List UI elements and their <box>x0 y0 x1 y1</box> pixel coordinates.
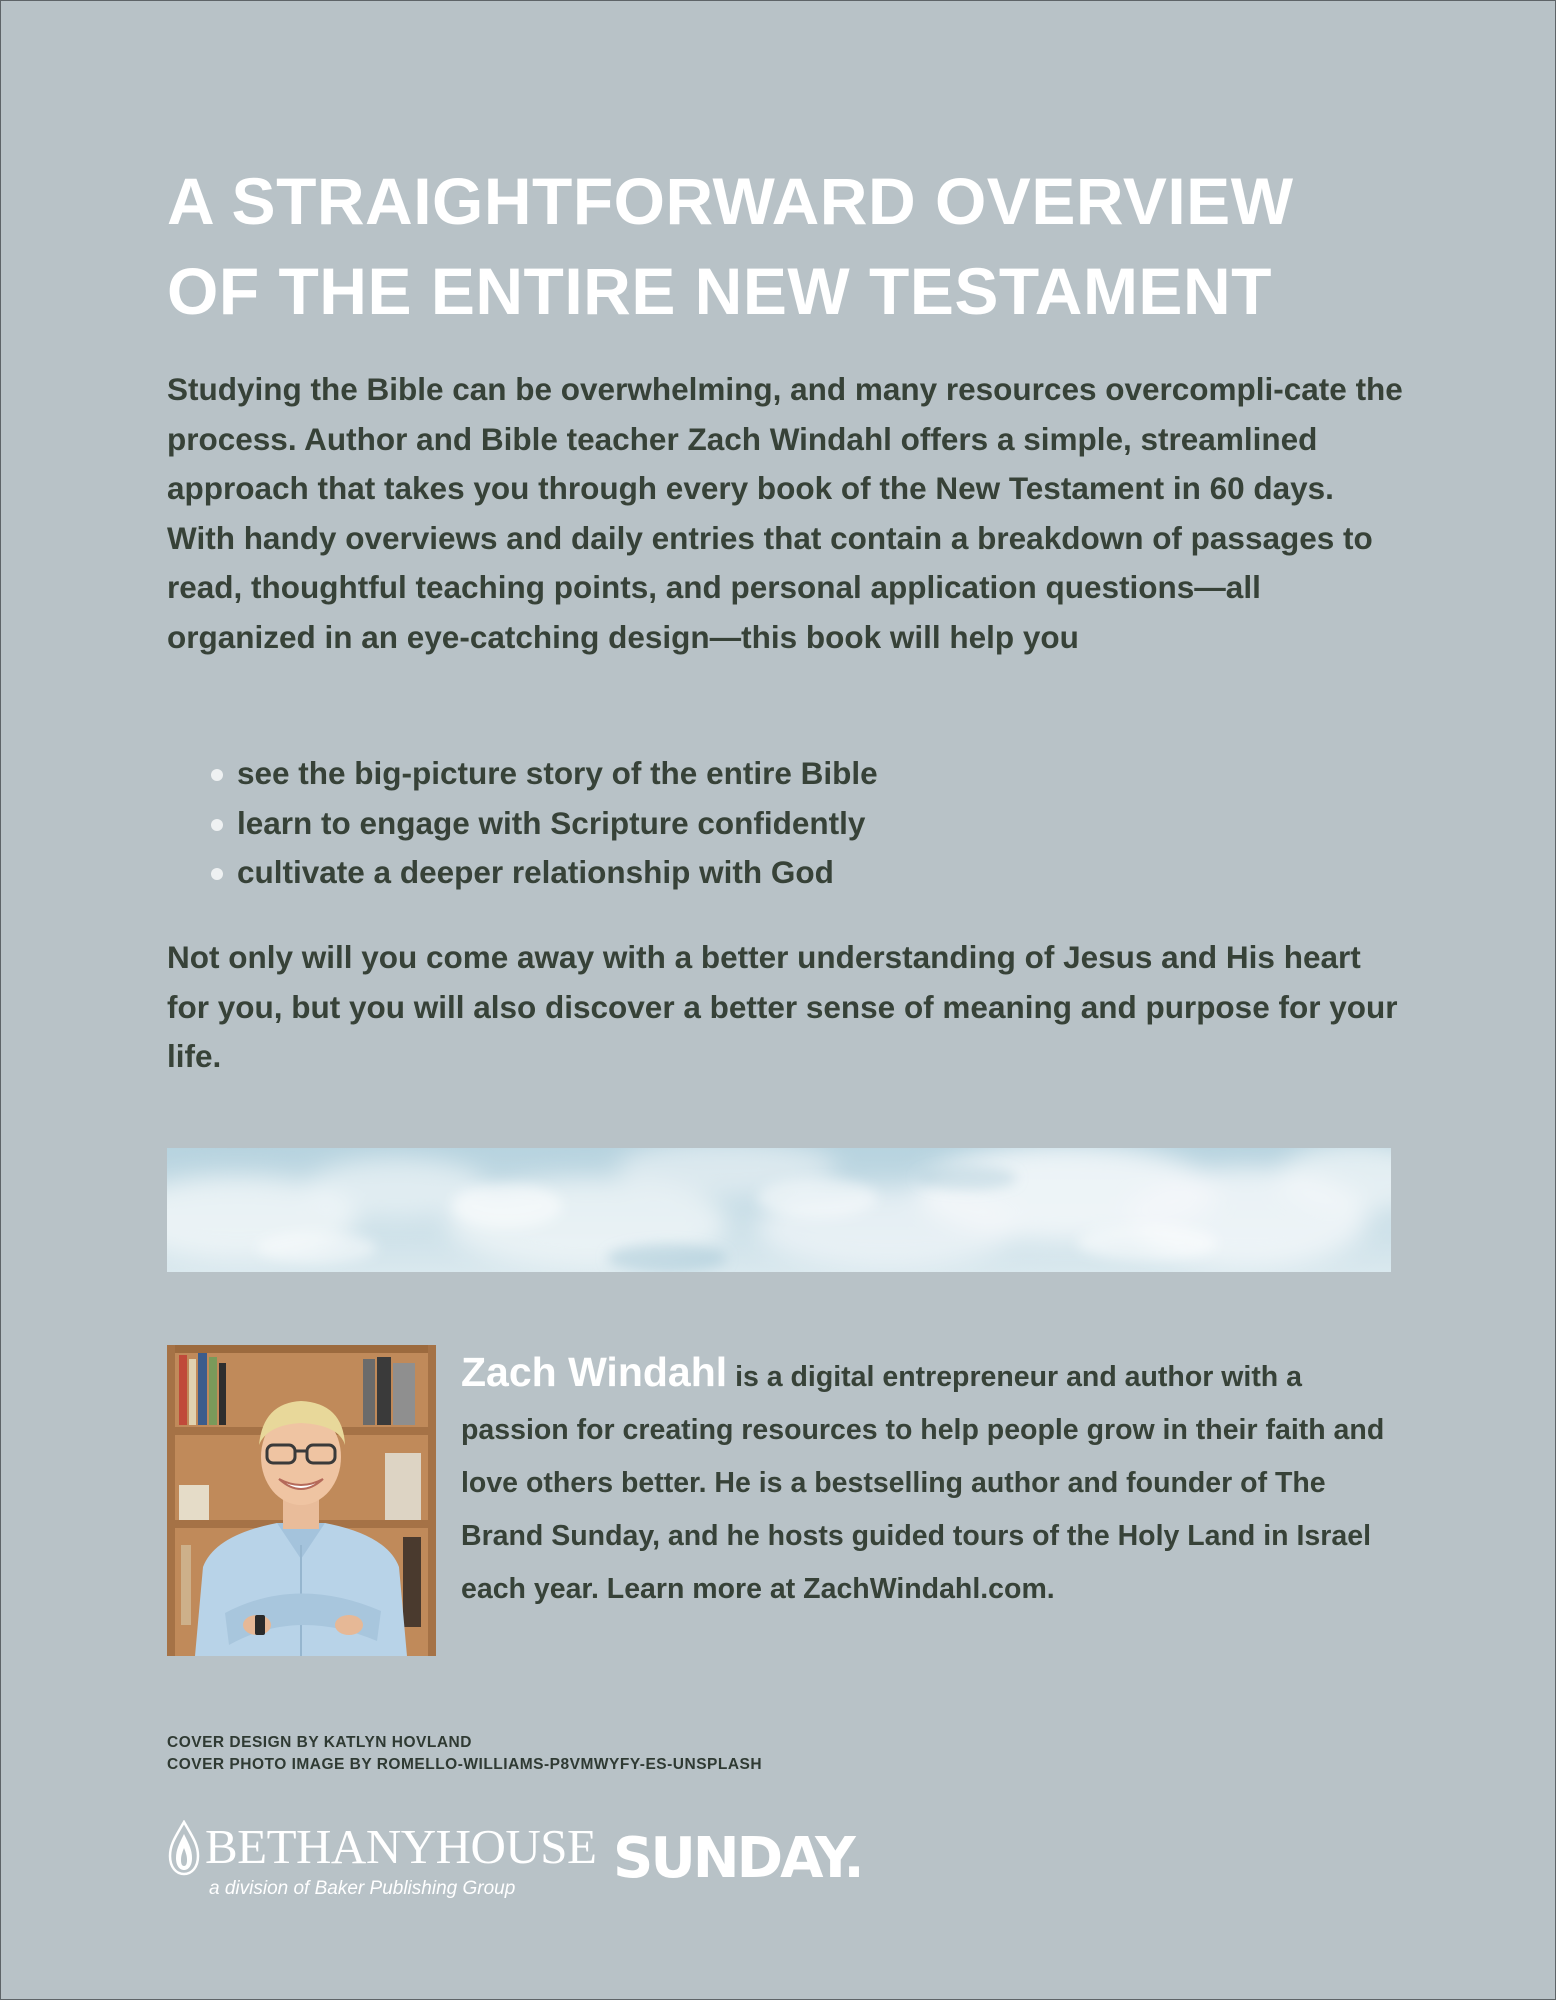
cover-design-credit: COVER DESIGN BY KATLYN HOVLAND <box>167 1734 472 1751</box>
list-item <box>207 799 878 849</box>
list-item-text: learn to engage with Scripture confidently <box>237 804 866 841</box>
cover-credits <box>167 1732 762 1776</box>
sky-clouds-banner <box>167 1148 1391 1272</box>
bullet-icon <box>211 868 223 880</box>
publisher-logo <box>167 1817 597 1903</box>
author-bio-text: is a digital entrepreneur and author with a passion for creating resources to help people grow in their faith and love others better. He is a bestselling author and founder of The Brand Sunday, and he hosts guided tours of the Holy Land in Israel each year. Learn more at ZachWindahl.com. <box>461 1361 1385 1605</box>
bullet-icon <box>211 769 223 781</box>
publisher-division: a division of Baker Publishing Group <box>209 1878 516 1899</box>
headline-line-1: A STRAIGHTFORWARD OVERVIEW <box>167 164 1294 238</box>
author-name: Zach Windahl <box>461 1349 728 1395</box>
cover-photo-credit: COVER PHOTO IMAGE BY ROMELLO-WILLIAMS-P8VMWYFY-ES-UNSPLASH <box>167 1756 763 1773</box>
closing-paragraph: Not only will you come away with a better understanding of Jesus and His heart for you, but you will also discover a better sense of meaning and purpose for your life. <box>167 939 1398 1074</box>
flame-icon <box>167 1820 201 1876</box>
list-item-text: see the big-picture story of the entire Bible <box>237 755 878 791</box>
author-bio <box>461 1346 1401 1616</box>
publisher-name: BETHANYHOUSE <box>205 1819 597 1874</box>
list-item-text: cultivate a deeper relationship with God <box>237 854 834 890</box>
imprint-logo: SUNDAY. <box>613 1826 862 1891</box>
list-item <box>207 749 878 799</box>
list-item <box>207 848 878 898</box>
benefit-list <box>207 749 878 898</box>
bullet-icon <box>211 819 223 831</box>
author-photo <box>167 1345 436 1656</box>
headline-line-2: OF THE ENTIRE NEW TESTAMENT <box>167 254 1272 328</box>
headline <box>167 156 1417 336</box>
intro-paragraph: Studying the Bible can be overwhelming, and many resources overcompli-cate the process. Author and Bible teacher Zach Windahl offers a simple, streamlined approach that takes you through every book of the New Testament in 60 days. With handy overviews and daily entries that contain a breakdown of passages to read, thoughtful teaching points, and personal application questions—all organized in an eye-catching design—this book will help you <box>167 371 1403 655</box>
